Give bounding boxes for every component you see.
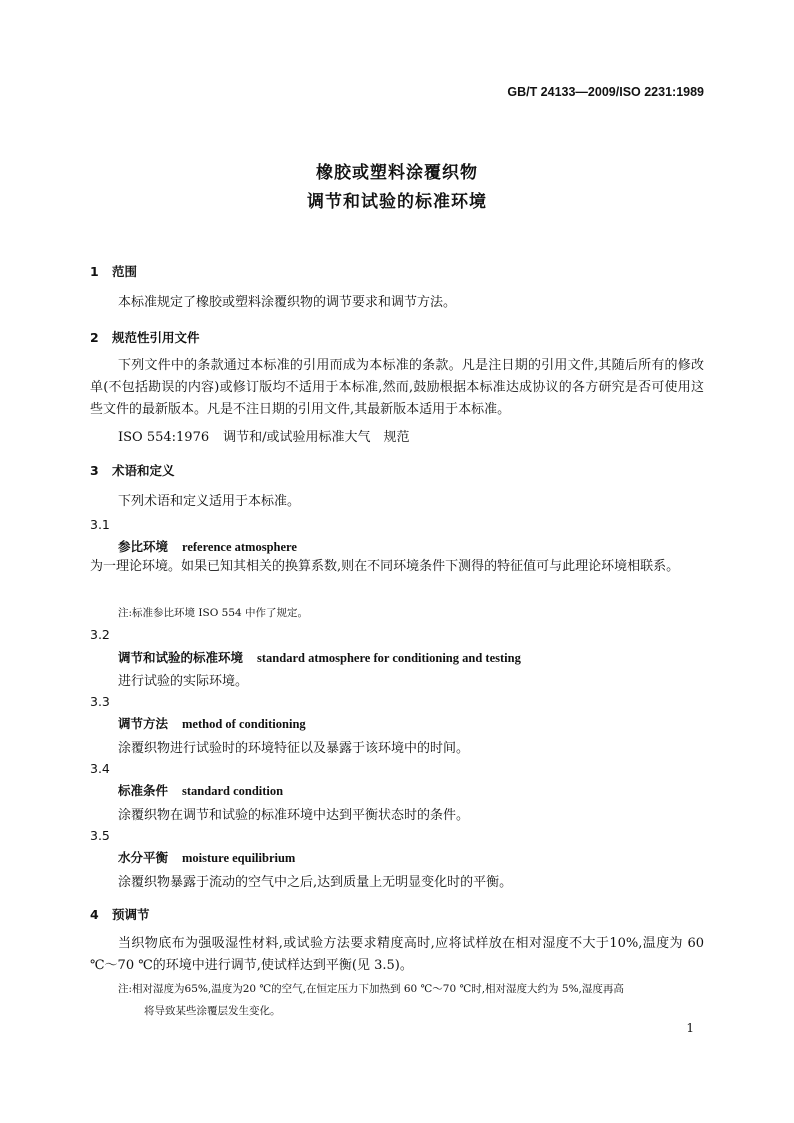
term-definition: 涂覆织物暴露于流动的空气中之后,达到质量上无明显变化时的平衡。 <box>118 875 513 890</box>
section-title: 预调节 <box>112 907 150 922</box>
document-title-line1: 橡胶或塑料涂覆织物 <box>316 163 478 183</box>
clause-number: 3.1 <box>90 517 110 532</box>
term-heading <box>118 781 283 799</box>
clause-number: 3.4 <box>90 761 110 776</box>
term-definition: 进行试验的实际环境。 <box>118 674 249 689</box>
term-note: 注:标准参比环境 ISO 554 中作了规定。 <box>118 607 309 619</box>
term-en: standard atmosphere for conditioning and testing <box>257 651 521 665</box>
section-4-note <box>118 978 708 1022</box>
reference-code: ISO 554:1976 <box>118 430 210 445</box>
term-heading <box>118 848 295 866</box>
section-1-text: 本标准规定了橡胶或塑料涂覆织物的调节要求和调节方法。 <box>118 295 457 310</box>
term-zh: 水分平衡 <box>118 850 169 865</box>
reference-title: 调节和/或试验用标准大气 规范 <box>223 430 410 445</box>
term-en: method of conditioning <box>182 717 306 731</box>
term-zh: 调节方法 <box>118 716 169 731</box>
section-3-heading <box>90 461 175 479</box>
section-4-text: 当织物底布为强吸湿性材料,或试验方法要求精度高时,应将试样放在相对湿度不大于10%,温度为 60 ℃～70 ℃的环境中进行调节,使试样达到平衡(见 3.5)。 <box>90 936 704 973</box>
term-zh: 参比环境 <box>118 539 169 554</box>
normative-reference <box>118 426 732 445</box>
section-1-heading <box>90 262 137 280</box>
section-title: 规范性引用文件 <box>112 330 200 345</box>
section-number: 4 <box>90 907 99 922</box>
term-zh: 标准条件 <box>118 783 169 798</box>
section-4-heading <box>90 905 150 923</box>
term-definition: 涂覆织物在调节和试验的标准环境中达到平衡状态时的条件。 <box>118 808 470 823</box>
section-number: 3 <box>90 463 99 478</box>
term-heading <box>118 648 521 666</box>
section-title: 范围 <box>112 264 138 279</box>
section-number: 1 <box>90 264 99 279</box>
clause-number: 3.2 <box>90 627 110 642</box>
document-title-line2: 调节和试验的标准环境 <box>307 192 487 212</box>
term-definition: 为一理论环境。如果已知其相关的换算系数,则在不同环境条件下测得的特征值可与此理论环境相联系。 <box>90 559 680 574</box>
note-line: 注:相对湿度为65%,温度为20 ℃的空气,在恒定压力下加热到 60 ℃～70 ℃时,相对湿度大约为 5%,湿度再高 <box>118 983 624 995</box>
section-3-intro: 下列术语和定义适用于本标准。 <box>118 494 301 509</box>
page-number: 1 <box>686 1021 694 1035</box>
note-line: 将导致某些涂覆层发生变化。 <box>144 1005 281 1017</box>
section-2-heading <box>90 328 200 346</box>
term-en: moisture equilibrium <box>182 851 296 865</box>
term-zh: 调节和试验的标准环境 <box>118 650 244 665</box>
standard-number: GB/T 24133—2009/ISO 2231:1989 <box>507 85 704 99</box>
term-heading <box>118 537 297 555</box>
term-en: standard condition <box>182 784 284 798</box>
term-definition: 涂覆织物进行试验时的环境特征以及暴露于该环境中的时间。 <box>118 741 470 756</box>
section-2-text: 下列文件中的条款通过本标准的引用而成为本标准的条款。凡是注日期的引用文件,其随后所有的修改单(不包括勘误的内容)或修订版均不适用于本标准,然而,鼓励根据本标准达成协议的各方研究是否可使用这些文件的最新版本。凡是不注日期的引用文件,其最新版本适用于本标准。 <box>90 358 704 417</box>
term-heading <box>118 714 306 732</box>
section-number: 2 <box>90 330 99 345</box>
section-title: 术语和定义 <box>112 463 175 478</box>
clause-number: 3.3 <box>90 694 110 709</box>
term-en: reference atmosphere <box>182 540 297 554</box>
clause-number: 3.5 <box>90 828 110 843</box>
